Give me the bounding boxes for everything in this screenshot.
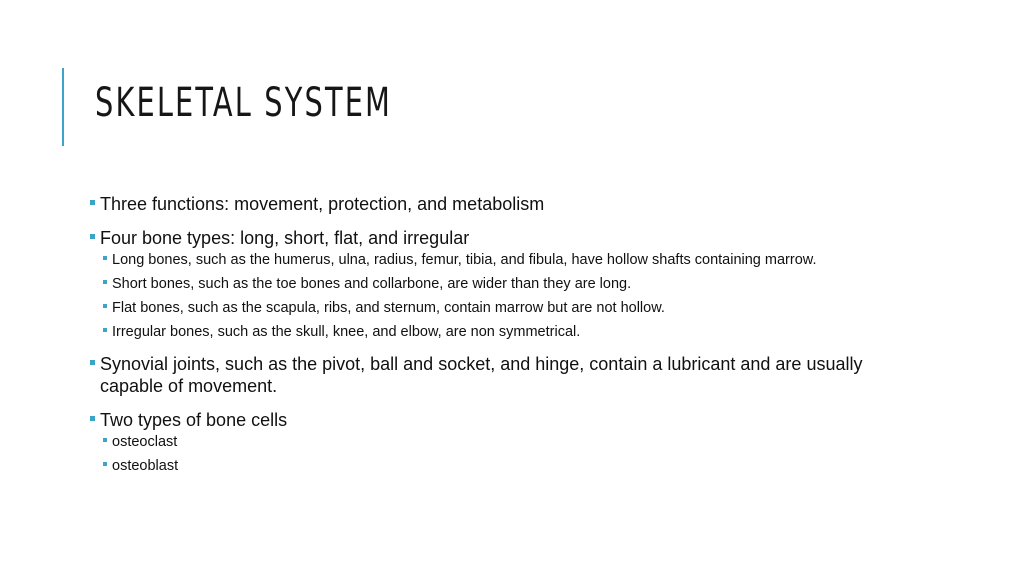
square-bullet-icon: [90, 200, 95, 205]
bullet-item: [88, 409, 908, 475]
square-bullet-icon: [90, 360, 95, 365]
sub-bullet-item: [102, 275, 908, 293]
sub-bullet-text: osteoblast: [112, 458, 179, 474]
title-accent-bar: [62, 68, 64, 146]
sub-bullet-text: osteoclast: [112, 434, 178, 450]
sub-bullet-item: [102, 433, 908, 451]
sub-bullet-item: [102, 251, 908, 269]
square-bullet-icon: [103, 328, 107, 332]
slide-body: [88, 193, 908, 487]
bullet-text: Synovial joints, such as the pivot, ball and socket, and hinge, contain a lubricant and are usually capable of movement.: [100, 354, 863, 396]
bullet-text: Four bone types: long, short, flat, and irregular: [100, 228, 470, 248]
sub-bullet-text: Long bones, such as the humerus, ulna, radius, femur, tibia, and fibula, have hollow shafts containing marrow.: [112, 252, 817, 268]
bullet-item: [88, 227, 908, 341]
square-bullet-icon: [103, 304, 107, 308]
square-bullet-icon: [103, 462, 107, 466]
sub-bullet-text: Irregular bones, such as the skull, knee, and elbow, are non symmetrical.: [112, 324, 581, 340]
sub-bullet-text: Short bones, such as the toe bones and collarbone, are wider than they are long.: [112, 276, 632, 292]
square-bullet-icon: [103, 256, 107, 260]
bullet-item: [88, 193, 908, 215]
slide-title: SKELETAL SYSTEM: [95, 80, 393, 126]
square-bullet-icon: [90, 234, 95, 239]
sub-bullet-item: [102, 299, 908, 317]
sub-bullet-item: [102, 323, 908, 341]
square-bullet-icon: [90, 416, 95, 421]
bullet-text: Three functions: movement, protection, and metabolism: [100, 194, 545, 214]
square-bullet-icon: [103, 280, 107, 284]
sub-bullet-text: Flat bones, such as the scapula, ribs, and sternum, contain marrow but are not hollow.: [112, 300, 665, 316]
square-bullet-icon: [103, 438, 107, 442]
bullet-item: [88, 353, 908, 397]
bullet-text: Two types of bone cells: [100, 410, 288, 430]
sub-bullet-item: [102, 457, 908, 475]
